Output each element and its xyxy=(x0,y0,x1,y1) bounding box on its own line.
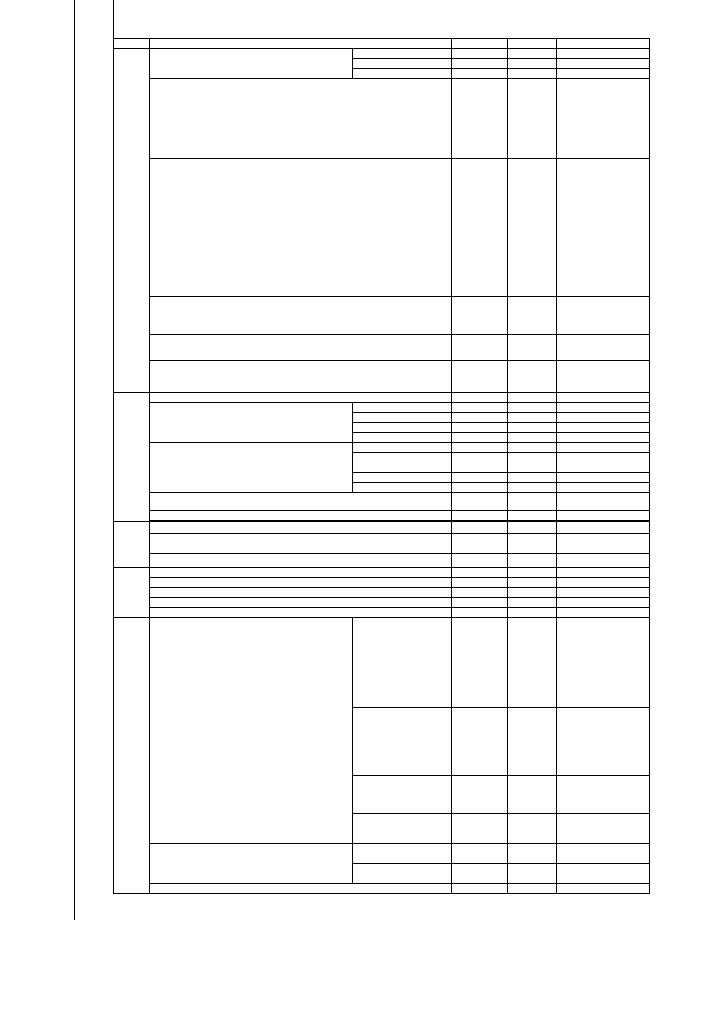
check-cell[interactable] xyxy=(557,511,650,521)
check-cell[interactable] xyxy=(452,159,508,297)
check-cell[interactable] xyxy=(452,443,508,453)
check-cell[interactable] xyxy=(557,776,650,814)
check-cell[interactable] xyxy=(557,608,650,618)
check-cell[interactable] xyxy=(557,159,650,297)
item-cell xyxy=(150,598,452,608)
table-row xyxy=(114,361,650,393)
item-cell xyxy=(150,534,452,554)
check-cell[interactable] xyxy=(508,361,557,393)
table-row xyxy=(114,598,650,608)
check-cell[interactable] xyxy=(508,69,557,79)
check-cell[interactable] xyxy=(508,598,557,608)
item-cell xyxy=(150,618,353,844)
check-cell[interactable] xyxy=(452,49,508,59)
item-cell xyxy=(150,578,452,588)
item-cell xyxy=(150,522,452,534)
check-cell[interactable] xyxy=(452,453,508,473)
check-cell[interactable] xyxy=(508,453,557,473)
table-row xyxy=(114,403,650,413)
table-row xyxy=(114,884,650,894)
check-cell[interactable] xyxy=(508,433,557,443)
item-cell xyxy=(150,335,452,361)
sub-item-cell xyxy=(353,403,452,413)
sub-item-cell xyxy=(353,473,452,483)
item-cell xyxy=(150,568,452,578)
table-row xyxy=(114,578,650,588)
category-cell xyxy=(114,618,150,894)
check-cell[interactable] xyxy=(452,608,508,618)
check-cell[interactable] xyxy=(557,493,650,511)
item-cell xyxy=(150,588,452,598)
check-cell[interactable] xyxy=(557,568,650,578)
sub-item-cell xyxy=(353,69,452,79)
check-cell[interactable] xyxy=(452,884,508,894)
check-cell[interactable] xyxy=(452,423,508,433)
check-cell[interactable] xyxy=(557,554,650,568)
check-cell[interactable] xyxy=(452,403,508,413)
check-cell[interactable] xyxy=(557,814,650,844)
check-cell[interactable] xyxy=(508,554,557,568)
table-row xyxy=(114,159,650,297)
sub-item-cell xyxy=(353,864,452,884)
table-row xyxy=(114,618,650,708)
table-row xyxy=(114,588,650,598)
item-cell xyxy=(150,443,353,493)
item-cell xyxy=(150,403,353,443)
check-cell[interactable] xyxy=(557,844,650,864)
item-cell xyxy=(150,159,452,297)
check-cell[interactable] xyxy=(508,522,557,534)
check-cell[interactable] xyxy=(452,413,508,423)
table-row xyxy=(114,335,650,361)
category-cell xyxy=(114,522,150,568)
check-cell[interactable] xyxy=(508,814,557,844)
sub-item-cell xyxy=(353,814,452,844)
check-cell[interactable] xyxy=(452,578,508,588)
check-cell[interactable] xyxy=(452,554,508,568)
table-row xyxy=(114,297,650,335)
check-cell[interactable] xyxy=(557,335,650,361)
check-cell[interactable] xyxy=(508,884,557,894)
category-cell xyxy=(114,393,150,522)
check-cell[interactable] xyxy=(452,473,508,483)
check-cell[interactable] xyxy=(557,534,650,554)
table-row xyxy=(114,568,650,578)
check-cell[interactable] xyxy=(508,159,557,297)
table-row xyxy=(114,393,650,403)
check-cell[interactable] xyxy=(557,423,650,433)
check-cell[interactable] xyxy=(508,403,557,413)
table-row xyxy=(114,511,650,521)
check-cell[interactable] xyxy=(557,598,650,608)
check-cell[interactable] xyxy=(508,776,557,814)
check-cell[interactable] xyxy=(557,864,650,884)
check-cell[interactable] xyxy=(508,578,557,588)
check-cell[interactable] xyxy=(452,361,508,393)
item-cell xyxy=(150,554,452,568)
check-cell[interactable] xyxy=(452,568,508,578)
check-cell[interactable] xyxy=(557,588,650,598)
item-cell xyxy=(150,49,353,79)
check-cell[interactable] xyxy=(452,598,508,608)
check-cell[interactable] xyxy=(557,473,650,483)
table-row xyxy=(114,844,650,864)
check-cell[interactable] xyxy=(508,511,557,521)
check-cell[interactable] xyxy=(508,708,557,776)
table-row xyxy=(114,554,650,568)
check-cell[interactable] xyxy=(452,534,508,554)
check-cell[interactable] xyxy=(452,433,508,443)
check-cell[interactable] xyxy=(557,413,650,423)
check-cell[interactable] xyxy=(557,578,650,588)
check-cell[interactable] xyxy=(452,59,508,69)
category-cell xyxy=(114,39,150,49)
table-row xyxy=(114,534,650,554)
check-cell[interactable] xyxy=(557,59,650,69)
left-border-line xyxy=(74,0,75,920)
table-row xyxy=(114,493,650,511)
check-cell[interactable] xyxy=(508,59,557,69)
review-table xyxy=(113,38,650,894)
item-cell xyxy=(150,493,452,511)
table-row xyxy=(114,608,650,618)
check-cell[interactable] xyxy=(557,393,650,403)
check-cell[interactable] xyxy=(557,453,650,473)
check-cell[interactable] xyxy=(508,618,557,708)
check-cell[interactable] xyxy=(557,361,650,393)
category-cell xyxy=(114,49,150,393)
sub-item-cell xyxy=(353,443,452,453)
check-cell[interactable] xyxy=(557,618,650,708)
check-cell[interactable] xyxy=(508,413,557,423)
check-cell[interactable] xyxy=(508,483,557,493)
check-cell[interactable] xyxy=(452,588,508,598)
check-cell[interactable] xyxy=(508,423,557,433)
sub-item-cell xyxy=(353,708,452,776)
check-cell[interactable] xyxy=(452,776,508,814)
check-cell[interactable] xyxy=(508,443,557,453)
check-cell[interactable] xyxy=(557,433,650,443)
table-row xyxy=(114,522,650,534)
check-cell[interactable] xyxy=(508,864,557,884)
check-cell[interactable] xyxy=(508,534,557,554)
sub-item-cell xyxy=(353,483,452,493)
check-cell[interactable] xyxy=(452,708,508,776)
sub-item-cell xyxy=(353,413,452,423)
check-cell[interactable] xyxy=(508,568,557,578)
check-cell[interactable] xyxy=(508,393,557,403)
category-cell xyxy=(114,568,150,618)
item-cell xyxy=(150,844,353,884)
table-row xyxy=(114,79,650,159)
item-cell xyxy=(150,884,452,894)
check-cell[interactable] xyxy=(557,708,650,776)
check-cell[interactable] xyxy=(508,335,557,361)
sub-item-cell xyxy=(353,453,452,473)
check-cell[interactable] xyxy=(508,473,557,483)
check-cell[interactable] xyxy=(557,39,650,49)
check-cell[interactable] xyxy=(557,443,650,453)
check-cell[interactable] xyxy=(557,49,650,59)
sub-item-cell xyxy=(353,423,452,433)
item-cell xyxy=(150,608,452,618)
check-cell[interactable] xyxy=(452,79,508,159)
sub-item-cell xyxy=(353,776,452,814)
table-row xyxy=(114,39,650,49)
check-cell[interactable] xyxy=(452,393,508,403)
check-cell[interactable] xyxy=(452,864,508,884)
check-cell[interactable] xyxy=(557,79,650,159)
sub-item-cell xyxy=(353,844,452,864)
table-row xyxy=(114,443,650,453)
check-cell[interactable] xyxy=(508,49,557,59)
check-cell[interactable] xyxy=(452,69,508,79)
check-cell[interactable] xyxy=(557,522,650,534)
sub-item-cell xyxy=(353,433,452,443)
sub-item-cell xyxy=(353,59,452,69)
check-cell[interactable] xyxy=(452,483,508,493)
check-cell[interactable] xyxy=(452,493,508,511)
stub-divider-line xyxy=(113,0,114,38)
check-cell[interactable] xyxy=(452,297,508,335)
check-cell[interactable] xyxy=(452,618,508,708)
item-cell xyxy=(150,361,452,393)
table-row xyxy=(114,49,650,59)
check-cell[interactable] xyxy=(508,79,557,159)
check-cell[interactable] xyxy=(452,511,508,521)
item-cell xyxy=(150,297,452,335)
check-cell[interactable] xyxy=(452,522,508,534)
check-cell[interactable] xyxy=(508,297,557,335)
sub-item-cell xyxy=(353,618,452,708)
check-cell[interactable] xyxy=(557,884,650,894)
sub-item-cell xyxy=(353,49,452,59)
check-cell[interactable] xyxy=(452,39,508,49)
check-cell[interactable] xyxy=(508,493,557,511)
item-cell xyxy=(150,39,452,49)
check-cell[interactable] xyxy=(557,297,650,335)
item-cell xyxy=(150,79,452,159)
check-cell[interactable] xyxy=(508,844,557,864)
check-cell[interactable] xyxy=(557,483,650,493)
check-cell[interactable] xyxy=(452,335,508,361)
item-cell xyxy=(150,511,452,521)
check-cell[interactable] xyxy=(452,844,508,864)
check-cell[interactable] xyxy=(508,39,557,49)
check-cell[interactable] xyxy=(508,608,557,618)
check-cell[interactable] xyxy=(452,814,508,844)
check-cell[interactable] xyxy=(557,403,650,413)
item-cell xyxy=(150,393,452,403)
check-cell[interactable] xyxy=(508,588,557,598)
check-cell[interactable] xyxy=(557,69,650,79)
